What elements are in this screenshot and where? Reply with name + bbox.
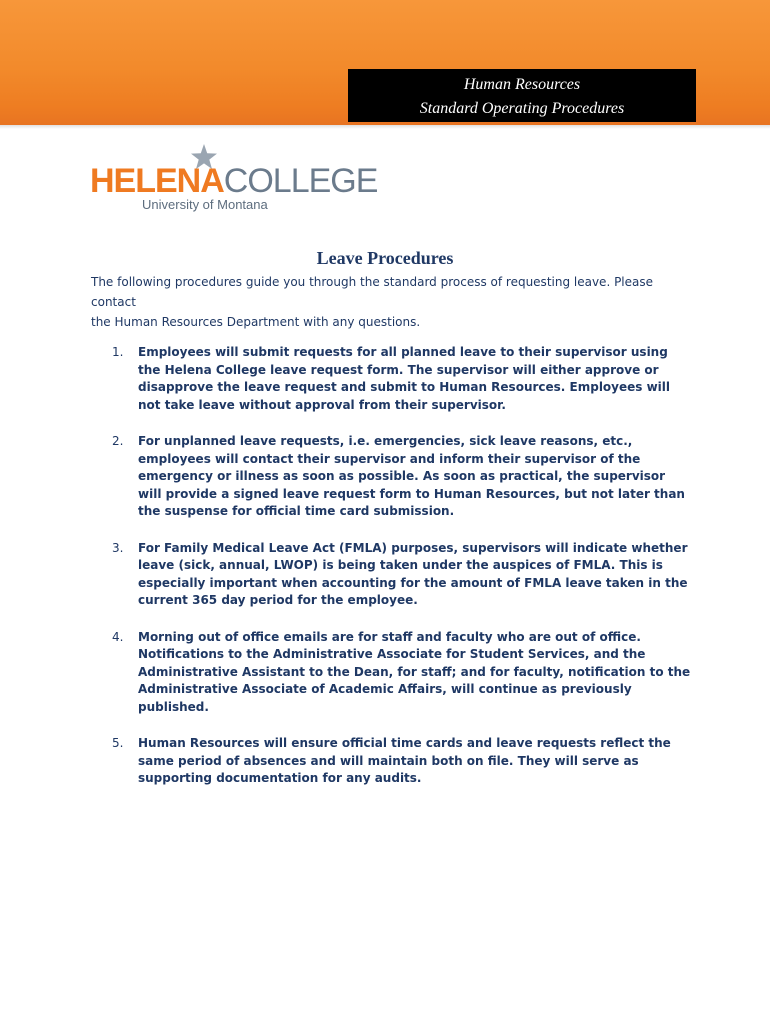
list-item <box>112 433 692 521</box>
list-item-text: Morning out of office emails are for staff and faculty who are out of office. Notifications to the Administrative Associate for Student Services, and the Administrative Assistant to the Dean, for staff; and for faculty, notification to the Administrative Associate of Academic Affairs, will continue as previously published. <box>138 629 691 714</box>
logo-word-secondary: COLLEGE <box>223 162 378 200</box>
header-title-line1: Human Resources <box>463 76 581 93</box>
list-item <box>112 540 692 610</box>
header-title-box <box>348 69 696 122</box>
list-item <box>112 735 692 788</box>
header-title-line2: Standard Operating Procedures <box>419 100 625 117</box>
logo-wordmark <box>90 164 377 198</box>
list-item-number: 2. <box>112 434 124 448</box>
logo-word-primary: HELENA <box>90 162 224 200</box>
list-item-text: Employees will submit requests for all planned leave to their supervisor using the Helena College leave request form. The supervisor will either approve or disapprove the leave request and submit to Human Resources. Employees will not take leave without approval from their supervisor. <box>138 345 671 412</box>
document-title: Leave Procedures <box>316 248 454 268</box>
list-item-number: 5. <box>112 736 124 750</box>
list-item-number: 1. <box>112 345 124 359</box>
intro-paragraph <box>91 272 691 332</box>
list-item-text: For Family Medical Leave Act (FMLA) purposes, supervisors will indicate whether leave (sick, annual, LWOP) is being taken under the auspices of FMLA. This is especially important when accounting for the amount of FMLA leave taken in the current 365 day period for the employee. <box>138 540 688 607</box>
procedure-list <box>112 344 692 788</box>
intro-line-2: the Human Resources Department with any questions. <box>91 315 421 329</box>
list-item-number: 4. <box>112 629 124 644</box>
college-logo <box>90 143 378 213</box>
list-item <box>112 344 692 414</box>
intro-line-1: The following procedures guide you through the standard process of requesting leave. Please contact <box>91 275 654 309</box>
list-item-text: For unplanned leave requests, i.e. emergencies, sick leave reasons, etc., employees will contact their supervisor and inform their supervisor of the emergency or illness as soon as possible. As soon as practical, the supervisor will provide a signed leave request form to Human Resources, but not later than the suspense for official time card submission. <box>138 434 685 518</box>
logo-subtitle: University of Montana <box>142 197 268 212</box>
list-item <box>112 629 692 717</box>
list-item-number: 3. <box>112 540 124 555</box>
list-item-text: Human Resources will ensure official time cards and leave requests reflect the same period of absences and will maintain both on file. They will serve as supporting documentation for any audits. <box>138 736 671 785</box>
